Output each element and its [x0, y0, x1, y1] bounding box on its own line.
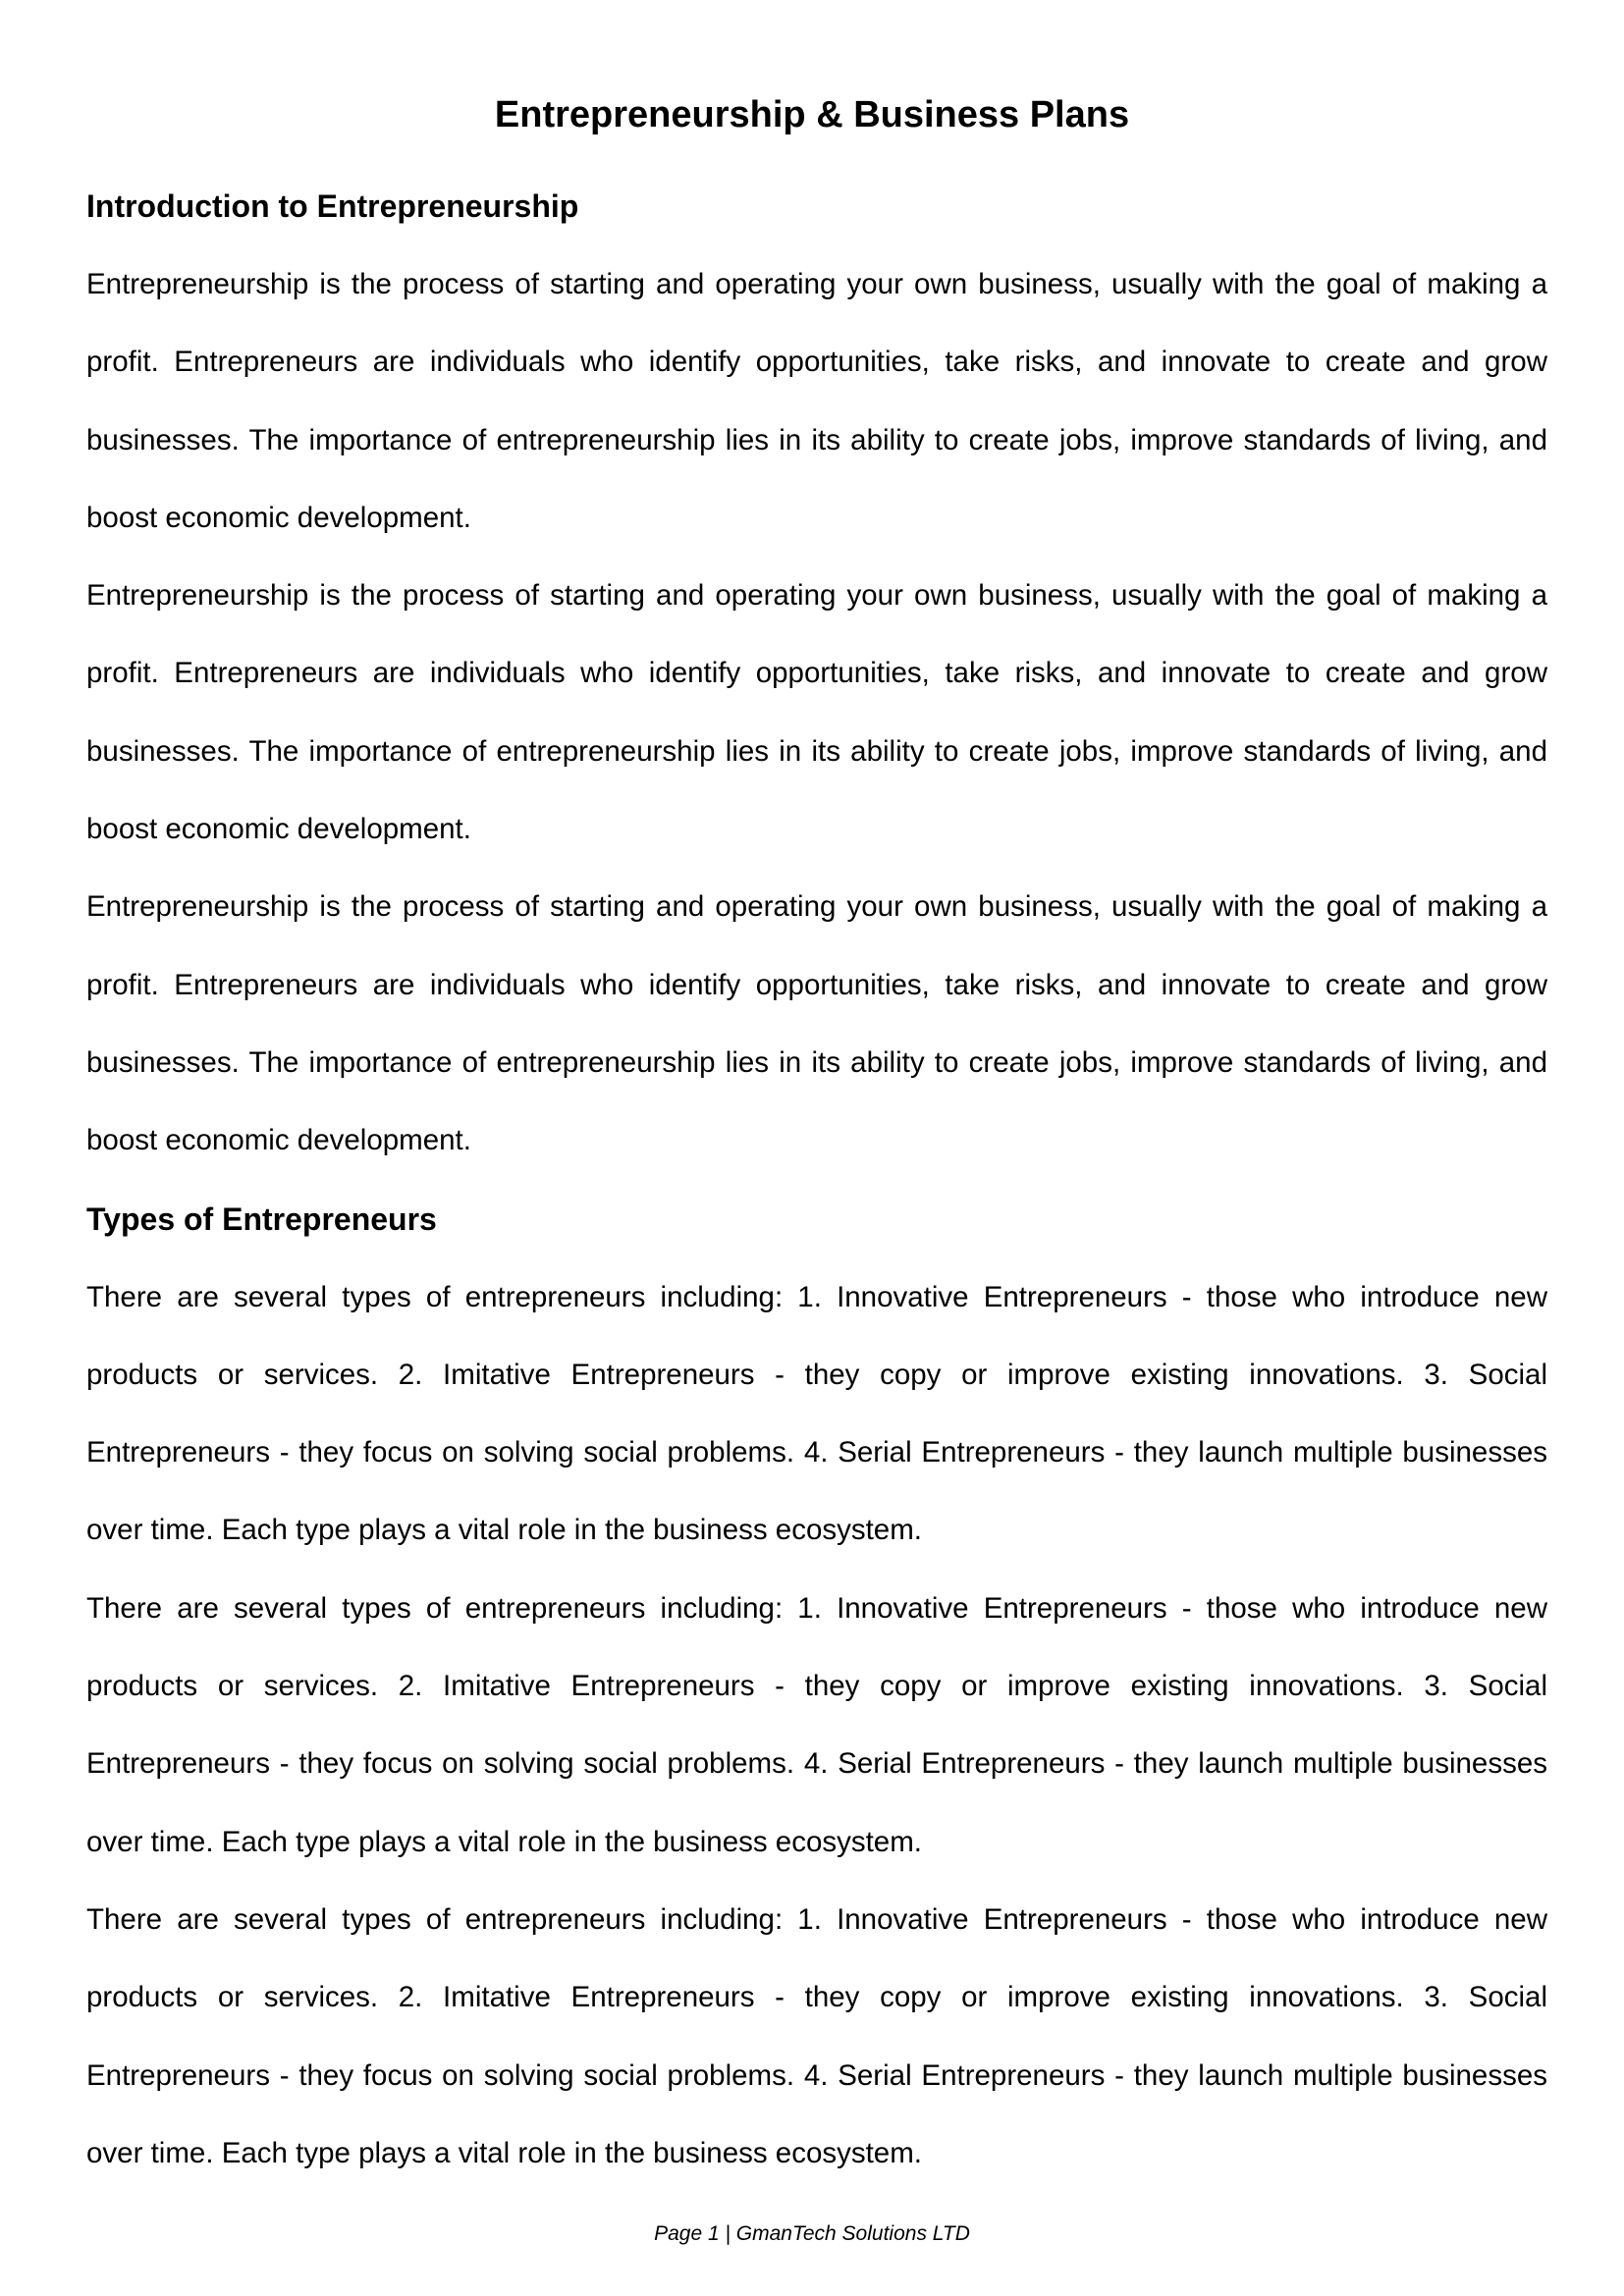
section-heading: Types of Entrepreneurs [86, 1201, 437, 1237]
document-body [86, 167, 1547, 2192]
paragraph: Entrepreneurship is the process of starting and operating your own business, usually with the goal of making a profit. Entrepreneurs are individuals who identify opportunities, take risks, and innovate to create and grow businesses. The importance of entrepreneurship lies in its ability to create jobs, improve standards of living, and boost economic development. [86, 268, 1547, 534]
paragraph: There are several types of entrepreneurs including: 1. Innovative Entrepreneurs - those who introduce new products or services. 2. Imitative Entrepreneurs - they copy or improve existing innovations. 3. Social Entrepreneurs - they focus on solving social problems. 4. Serial Entrepreneurs - they launch multiple businesses over time. Each type plays a vital role in the business ecosystem. [86, 1591, 1547, 1858]
page-footer: Page 1 | GmanTech Solutions LTD [654, 2222, 970, 2245]
paragraph: Entrepreneurship is the process of starting and operating your own business, usually with the goal of making a profit. Entrepreneurs are individuals who identify opportunities, take risks, and innovate to create and grow businesses. The importance of entrepreneurship lies in its ability to create jobs, improve standards of living, and boost economic development. [86, 890, 1547, 1157]
paragraph: There are several types of entrepreneurs including: 1. Innovative Entrepreneurs - those who introduce new products or services. 2. Imitative Entrepreneurs - they copy or improve existing innovations. 3. Social Entrepreneurs - they focus on solving social problems. 4. Serial Entrepreneurs - they launch multiple businesses over time. Each type plays a vital role in the business ecosystem. [86, 1280, 1547, 1547]
section-introduction [86, 167, 1547, 1180]
section-heading: Introduction to Entrepreneurship [86, 188, 579, 224]
paragraph: There are several types of entrepreneurs including: 1. Innovative Entrepreneurs - those who introduce new products or services. 2. Imitative Entrepreneurs - they copy or improve existing innovations. 3. Social Entrepreneurs - they focus on solving social problems. 4. Serial Entrepreneurs - they launch multiple businesses over time. Each type plays a vital role in the business ecosystem. [86, 1902, 1547, 2169]
paragraph: Entrepreneurship is the process of starting and operating your own business, usually with the goal of making a profit. Entrepreneurs are individuals who identify opportunities, take risks, and innovate to create and grow businesses. The importance of entrepreneurship lies in its ability to create jobs, improve standards of living, and boost economic development. [86, 579, 1547, 846]
page-title: Entrepreneurship & Business Plans [494, 94, 1130, 135]
section-types-of-entrepreneurs [86, 1180, 1547, 2193]
